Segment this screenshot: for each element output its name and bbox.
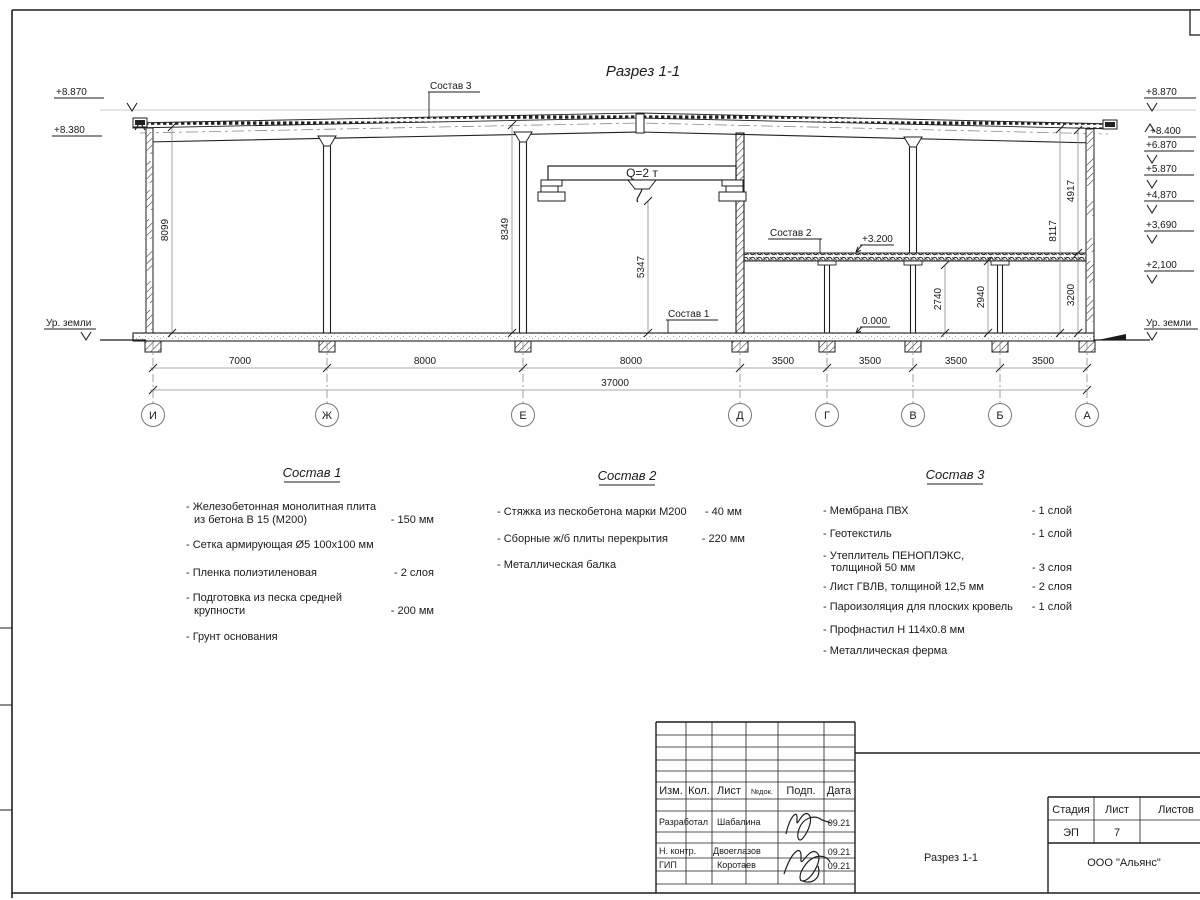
elevation-marks-right [1144,87,1198,340]
elev-right-8870: +8.870 [1146,87,1177,98]
list-value: - 1 слой [1031,528,1072,540]
stamp-col-podp: Подп. [786,785,816,797]
floor-slab [133,333,1094,341]
dim-8117: 8117 [1048,220,1059,242]
sostav1-list [186,465,434,643]
ground-label-right: Ур. земли [1146,318,1192,329]
column-axis-b-lower [991,261,1009,333]
list-item: - Утеплитель ПЕНОПЛЭКС, [823,550,965,562]
stamp-date-1: 09.21 [827,818,851,828]
callout-sostav3: Состав 3 [430,81,472,92]
elev-right-2100: +2,100 [1146,260,1177,271]
axis-i: И [149,410,157,422]
dim-5347: 5347 [636,255,647,279]
vertical-dimensions [160,121,1082,337]
dim-7000: 7000 [228,356,252,367]
foundation-pads [145,341,1095,352]
stamp-name-2: Двоеглазов [713,846,761,856]
elev-right-4870: +4,870 [1146,190,1177,201]
stamp-sheet-value: 7 [1113,827,1121,839]
stamp-role-1: Разработал [659,817,708,827]
dim-2940: 2940 [976,285,987,309]
dim-3500-a: 3500 [771,356,795,367]
dim-3500-c: 3500 [944,356,968,367]
list-item: - Мембрана ПВХ [823,505,909,517]
stamp-stage-label: Стадия [1052,804,1090,816]
stamp-date-3: 09.21 [827,861,851,871]
roof-edge-right-cap [1105,122,1115,127]
list-item: - Пароизоляция для плоских кровель [823,601,1013,613]
list-item: - Геотекстиль [823,528,892,540]
stamp-name-3: Коротаев [717,860,756,870]
axis-g: Г [824,410,830,422]
elev-right-8400: +8.400 [1150,126,1181,137]
stamp-doc-title: Разрез 1-1 [923,852,979,864]
list-value: - 150 мм [390,514,434,526]
stamp-col-ndok: №док. [751,787,773,796]
column-axis-g-lower [818,261,836,333]
stamp-role-3: ГИП [659,860,677,870]
level-plus3200: +3.200 [862,234,893,245]
axis-a: А [1083,410,1091,422]
list-item: из бетона В 15 (М200) [194,514,307,526]
dim-3500-d: 3500 [1031,356,1055,367]
dim-4917: 4917 [1066,179,1077,203]
crane-capacity-label: Q=2 т [626,166,658,180]
list-item: - Сборные ж/б плиты перекрытия [497,533,668,545]
axis-zh: Ж [321,410,333,422]
list-item: - Стяжка из пескобетона марки М200 [497,506,687,518]
level-arrow [856,245,862,252]
stamp-sheets-label: Листов [1158,804,1194,816]
callout-sostav1: Состав 1 [668,309,710,320]
list-value: - 200 мм [390,605,434,617]
level-arrow [856,327,862,333]
dim-3200: 3200 [1066,283,1077,307]
elev-right-6870: +6.870 [1146,140,1177,151]
list-item: - Профнастил Н 114х0.8 мм [823,624,965,636]
axis-e: Е [519,410,527,422]
list-item: - Подготовка из песка средней [186,592,342,604]
ridge-joint [636,114,644,133]
column-axis-zh [318,136,336,333]
sostav2-title: Состав 2 [597,468,657,483]
list-value: - 3 слоя [1031,562,1072,574]
sostav1-title: Состав 1 [282,465,342,480]
title-block [656,722,1200,893]
bottom-dimensions [149,356,1091,394]
sostav3-title: Состав 3 [925,467,985,482]
list-value: - 40 мм [704,506,742,518]
list-value: - 1 слой [1031,505,1072,517]
stamp-stage-value: ЭП [1063,827,1079,839]
stamp-date-2: 09.21 [827,847,851,857]
elevation-marks-left [44,87,145,340]
list-item: - Грунт основания [186,631,278,643]
sheet-frame [0,10,1200,898]
wall-axis-d [736,133,744,333]
corner-box [1190,10,1200,35]
list-item: - Лист ГВЛВ, толщиной 12,5 мм [823,581,984,593]
list-item: - Сетка армирующая Ø5 100х100 мм [186,539,374,551]
stamp-name-1: Шабалина [717,817,761,827]
elevation-arrow [81,332,91,340]
ground-wedge [1098,334,1126,340]
callout-sostav2: Состав 2 [770,228,812,239]
stamp-sheet-label: Лист [1105,804,1129,816]
elevation-arrow [1147,332,1157,340]
dim-8349: 8349 [500,217,511,241]
elevation-arrow [1147,180,1157,188]
elevation-arrow [1147,275,1157,283]
roof [133,113,1117,143]
level-zero: 0.000 [862,316,888,327]
column-axis-v-lower [904,261,922,333]
elev-left-8870: +8.870 [56,87,87,98]
ground-label-left: Ур. земли [46,318,92,329]
truss-bottom-chord [146,132,1094,143]
crane-hook-icon [637,189,642,202]
elev-right-5870: +5.870 [1146,164,1177,175]
list-item: крупности [194,605,246,617]
list-value: - 220 мм [701,533,745,545]
list-value: - 1 слой [1031,601,1072,613]
dim-3500-b: 3500 [858,356,882,367]
wall-left [146,128,153,333]
crane-beam [538,166,746,202]
dim-37000: 37000 [601,378,629,389]
elev-right-3690: +3,690 [1146,220,1177,231]
dim-2740: 2740 [933,287,944,311]
axis-b: Б [996,410,1004,422]
axis-v: В [909,410,917,422]
stamp-col-list: Лист [717,785,741,797]
page-title: Разрез 1-1 [605,63,681,80]
stamp-company: ООО "Альянс" [1087,857,1161,869]
axis-d: Д [736,410,744,422]
dim-8000-b: 8000 [619,356,643,367]
list-item: толщиной 50 мм [831,562,916,574]
list-item: - Металлическая балка [497,559,617,571]
list-item: - Железобетонная монолитная плита [186,501,377,513]
stamp-col-izm: Изм. [659,785,683,797]
sostav2-list [497,468,745,571]
list-value: - 2 слоя [393,567,434,579]
elevation-arrow [1147,155,1157,163]
stamp-col-data: Дата [826,785,852,797]
list-item: - Металлическая ферма [823,645,948,657]
dim-8000-a: 8000 [413,356,437,367]
elevation-arrow [1147,235,1157,243]
wall-right [1086,129,1094,333]
crane-hook-trolley [628,180,656,189]
list-item: - Пленка полиэтиленовая [186,567,317,579]
sostav3-list [823,467,1072,657]
stamp-col-kol: Кол. [688,785,710,797]
stamp-role-2: Н. контр. [659,846,697,856]
column-axis-e [514,132,532,333]
dim-8099: 8099 [160,218,171,242]
mezzanine-slab [744,253,1086,261]
column-axis-v-upper [904,137,922,253]
elevation-arrow [1147,205,1157,213]
list-value: - 2 слоя [1031,581,1072,593]
signature [784,851,830,882]
elev-left-8380: +8.380 [54,125,85,136]
